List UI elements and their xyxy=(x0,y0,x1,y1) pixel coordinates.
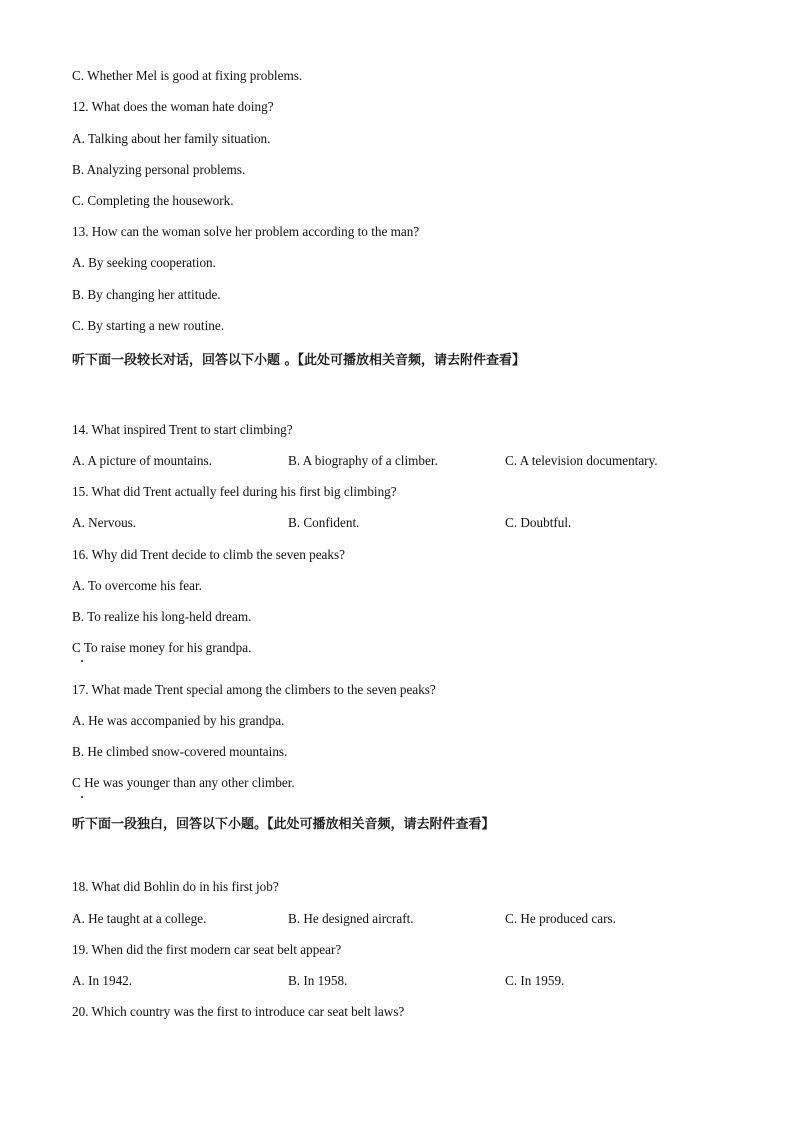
q11-option-c: C. Whether Mel is good at fixing problems. xyxy=(72,68,303,83)
q16-question: 16. Why did Trent decide to climb the seven peaks? xyxy=(72,547,345,562)
q12-option-c: C. Completing the housework. xyxy=(72,193,234,208)
q14-option-c: C. A television documentary. xyxy=(505,453,658,468)
q13-question: 13. How can the woman solve her problem according to the man? xyxy=(72,224,420,239)
q19-option-a: A. In 1942. xyxy=(72,973,133,988)
q17-question: 17. What made Trent special among the climbers to the seven peaks? xyxy=(72,682,436,697)
section-instruction-monologue: 听下面一段独白，回答以下小题。【此处可播放相关音频，请去附件查看】 xyxy=(72,817,495,832)
q13-option-c: C. By starting a new routine. xyxy=(72,318,224,333)
q14-question: 14. What inspired Trent to start climbing? xyxy=(72,422,293,437)
q13-option-b: B. By changing her attitude. xyxy=(72,287,221,302)
q19-options xyxy=(72,973,722,989)
q15-question: 15. What did Trent actually feel during his first big climbing? xyxy=(72,484,397,499)
q15-option-b: B. Confident. xyxy=(288,515,360,530)
q16-option-a: A. To overcome his fear. xyxy=(72,578,202,593)
q19-option-c: C. In 1959. xyxy=(505,973,565,988)
q18-option-b: B. He designed aircraft. xyxy=(288,911,414,926)
q17-period-mark xyxy=(81,796,83,798)
q12-question: 12. What does the woman hate doing? xyxy=(72,99,274,114)
q14-option-b: B. A biography of a climber. xyxy=(288,453,438,468)
q16-option-b: B. To realize his long-held dream. xyxy=(72,609,252,624)
q15-options xyxy=(72,515,722,531)
q13-option-a: A. By seeking cooperation. xyxy=(72,255,216,270)
q12-option-b: B. Analyzing personal problems. xyxy=(72,162,246,177)
q17-option-a: A. He was accompanied by his grandpa. xyxy=(72,713,285,728)
q15-option-c: C. Doubtful. xyxy=(505,515,572,530)
q19-option-b: B. In 1958. xyxy=(288,973,348,988)
q18-option-a: A. He taught at a college. xyxy=(72,911,207,926)
q18-option-c: C. He produced cars. xyxy=(505,911,616,926)
q12-option-a: A. Talking about her family situation. xyxy=(72,131,271,146)
q14-option-a: A. A picture of mountains. xyxy=(72,453,212,468)
q17-option-b: B. He climbed snow-covered mountains. xyxy=(72,744,288,759)
q16-option-c: C To raise money for his grandpa. xyxy=(72,640,252,655)
section-instruction-dialogue: 听下面一段较长对话，回答以下小题 。【此处可播放相关音频，请去附件查看】 xyxy=(72,353,526,368)
q14-options xyxy=(72,453,722,469)
q15-option-a: A. Nervous. xyxy=(72,515,137,530)
q17-option-c: C He was younger than any other climber. xyxy=(72,775,295,790)
q18-options xyxy=(72,911,722,927)
q16-period-mark xyxy=(81,660,83,662)
q19-question: 19. When did the first modern car seat belt appear? xyxy=(72,942,342,957)
q18-question: 18. What did Bohlin do in his first job? xyxy=(72,879,279,894)
q20-question: 20. Which country was the first to introduce car seat belt laws? xyxy=(72,1004,405,1019)
